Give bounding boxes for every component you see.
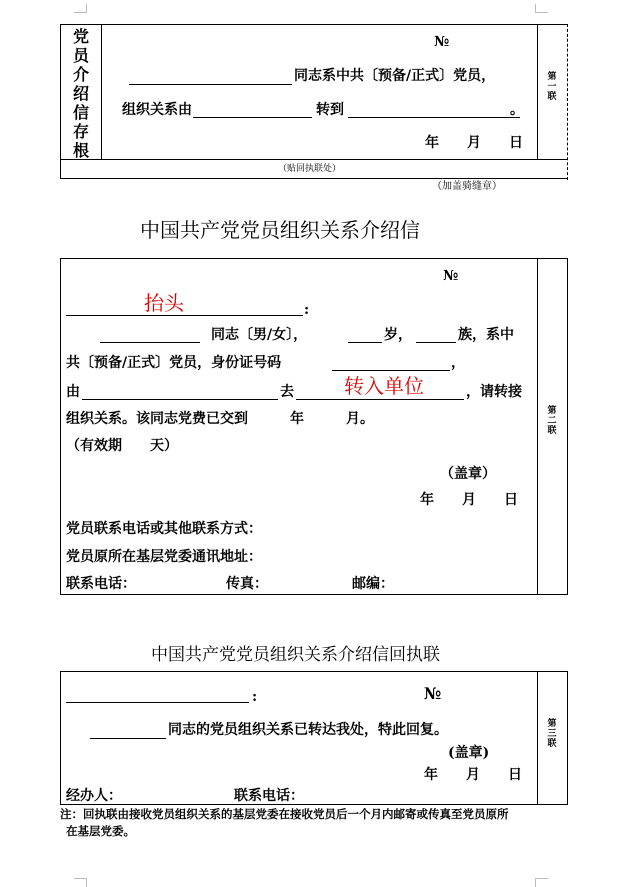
letter-party-status: 共〔预备/正式〕党员，身份证号码 — [66, 355, 282, 371]
receipt-handler-label: 经办人： — [66, 788, 122, 804]
letter-divider-right — [537, 258, 538, 595]
receipt-addressee-colon: : — [252, 689, 258, 705]
receipt-date: 年 月 日 — [424, 767, 522, 783]
stub-cut-line — [567, 24, 568, 180]
letter-contact-method: 党员联系电话或其他联系方式： — [66, 521, 262, 537]
receipt-divider-right — [537, 671, 538, 805]
receipt-title: 中国共产党党员组织关系介绍信回执联 — [151, 645, 440, 665]
stub-divider-right — [537, 24, 538, 160]
letter-date: 年 月 日 — [420, 492, 518, 508]
stub-side-label: 党员介绍信存根 — [72, 27, 89, 160]
letter-dues-line: 组织关系。该同志党费已交到 年 月。 — [66, 411, 374, 427]
crop-mark-top-left — [74, 4, 87, 13]
annotation-destination: 转入单位 — [344, 374, 424, 398]
letter-addressee-blank[interactable] — [66, 315, 303, 316]
letter-to-label: 去 — [280, 384, 294, 400]
receipt-lian-label: 第三联 — [547, 719, 557, 749]
letter-age-blank[interactable] — [348, 342, 382, 343]
paste-receipt-note: （贴回执联处） — [278, 164, 342, 174]
letter-phone-label: 联系电话： — [66, 576, 136, 592]
letter-address: 党员原所在基层党委通讯地址： — [66, 549, 262, 565]
stub-name-blank[interactable] — [129, 84, 292, 85]
letter-zip-label: 邮编： — [352, 576, 394, 592]
letter-to-blank[interactable] — [296, 399, 464, 400]
stub-line2-from-label: 组织关系由 — [122, 102, 192, 118]
letter-transfer-text: ，请转接 — [466, 384, 522, 400]
crop-mark-bottom-right — [535, 878, 548, 887]
letter-addressee-colon: : — [304, 302, 310, 318]
letter-from-label: 由 — [66, 384, 80, 400]
letter-fax-label: 传真： — [226, 576, 268, 592]
stub-from-blank[interactable] — [193, 117, 312, 118]
receipt-seal: (盖章) — [448, 745, 490, 761]
stub-divider-left — [101, 24, 102, 160]
receipt-name-blank[interactable] — [90, 738, 166, 739]
letter-number-sign: № — [443, 268, 459, 284]
letter-age-label: 岁， — [384, 327, 412, 343]
footnote-line1: 注：回执联由接收党员组织关系的基层党委在接收党员后一个月内邮寄或传真至党员原所 — [60, 807, 509, 821]
letter-id-blank[interactable] — [332, 370, 450, 371]
letter-ethnicity-label: 族，系中 — [458, 327, 514, 343]
stub-lian-label: 第一联 — [547, 72, 557, 102]
stub-line1-text: 同志系中共〔预备/正式〕党员， — [294, 68, 496, 84]
stub-line2-end: 。 — [510, 102, 524, 118]
stub-line2-to-label: 转到 — [316, 102, 344, 118]
stub-date: 年 月 日 — [425, 135, 523, 151]
receipt-number-sign: № — [424, 684, 442, 703]
stub-to-blank[interactable] — [348, 117, 520, 118]
letter-title: 中国共产党党员组织关系介绍信 — [140, 218, 420, 242]
seam-seal-note: （加盖骑缝章） — [432, 181, 502, 192]
footnote-line2: 在基层党委。 — [66, 824, 135, 838]
letter-ethnicity-blank[interactable] — [416, 342, 456, 343]
letter-seal: （盖章） — [440, 466, 496, 482]
letter-from-blank[interactable] — [82, 399, 278, 400]
letter-id-end: ， — [451, 355, 465, 371]
letter-lian-label: 第二联 — [547, 406, 557, 436]
receipt-confirmation: 同志的党员组织关系已转达我处，特此回复。 — [168, 722, 448, 738]
receipt-phone-label: 联系电话： — [234, 788, 304, 804]
letter-name-blank[interactable] — [100, 342, 200, 343]
stub-number-sign: № — [434, 34, 450, 50]
annotation-header: 抬头 — [144, 291, 184, 315]
crop-mark-bottom-left — [74, 878, 87, 887]
receipt-addressee-blank[interactable] — [66, 702, 249, 703]
letter-validity: （有效期 天） — [66, 438, 178, 454]
letter-gender: 同志〔男/女〕， — [211, 327, 308, 343]
crop-mark-top-right — [535, 4, 548, 13]
